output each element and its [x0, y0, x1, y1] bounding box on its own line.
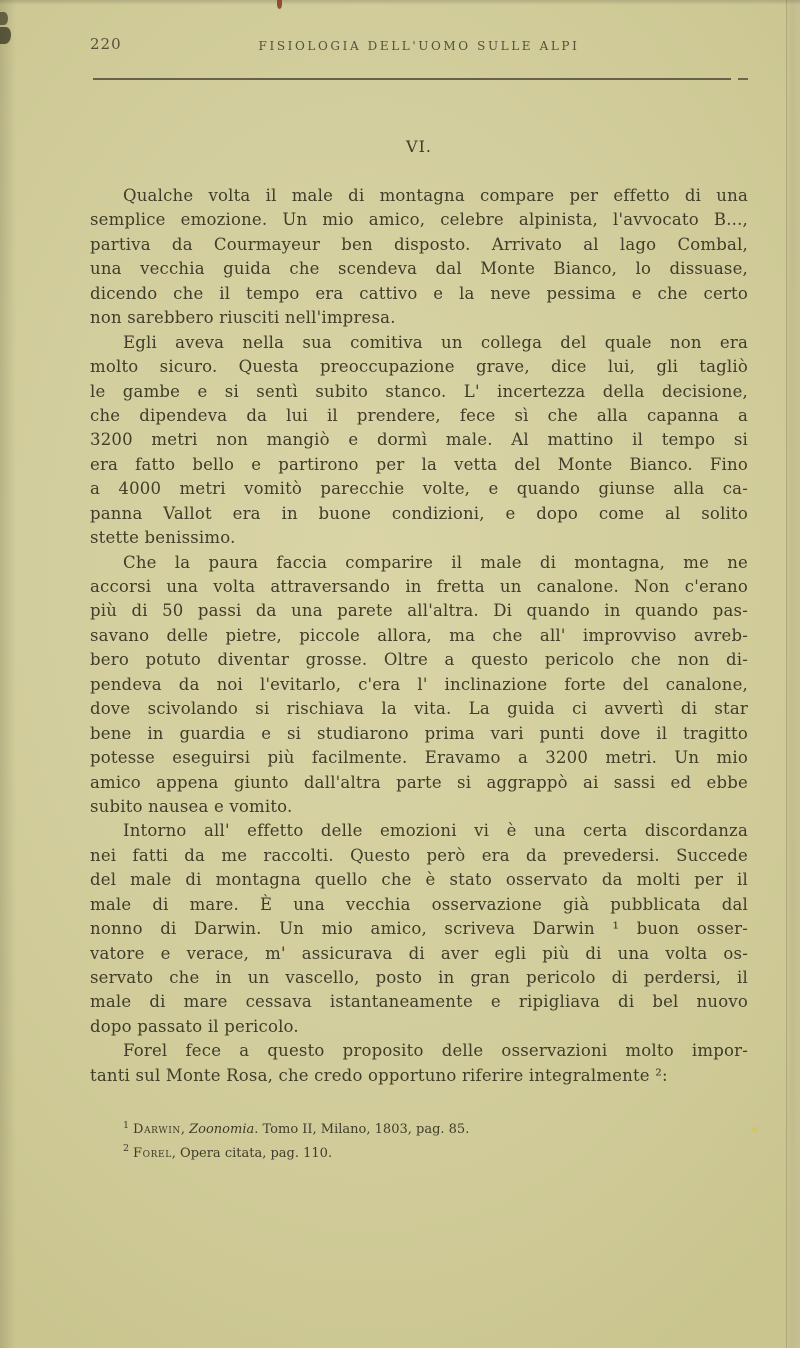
- text-line: dopo passato il pericolo.: [90, 1016, 299, 1036]
- footnote-segment-sup: 1: [123, 1119, 130, 1131]
- paper-spot: [752, 1127, 757, 1132]
- text-line: amico appena giunto dall'altra parte si aggrappò ai sassi ed ebbe: [90, 772, 748, 792]
- text-line: dove scivolando si rischiava la vita. La guida ci avvertì di star: [90, 699, 748, 719]
- left-shadow: [0, 0, 16, 1348]
- footnote-segment-plain: , Opera citata, pag. 110.: [171, 1145, 333, 1161]
- text-line: Intorno all' effetto delle emozioni vi è una certa discordanza: [123, 821, 748, 841]
- text-line: Che la paura faccia comparire il male di montagna, me ne: [123, 552, 748, 572]
- text-line: non sarebbero riusciti nell'impresa.: [90, 308, 396, 328]
- text-line: Forel fece a questo proposito delle osservazioni molto impor-: [123, 1041, 748, 1061]
- header-rule: [93, 78, 731, 80]
- text-line: partiva da Courmayeur ben disposto. Arrivato al lago Combal,: [90, 234, 748, 254]
- text-line: 3200 metri non mangiò e dormì male. Al mattino il tempo si: [90, 430, 748, 450]
- text-line: savano delle pietre, piccole allora, ma che all' improvviso avreb-: [90, 625, 748, 645]
- text-line: una vecchia guida che scendeva dal Monte Bianco, lo dissuase,: [90, 259, 748, 279]
- text-line: più di 50 passi da una parete all'altra. Di quando in quando pas-: [90, 601, 748, 621]
- text-line: molto sicuro. Questa preoccupazione grave, dice lui, gli tagliò: [90, 357, 748, 377]
- text-line: stette benissimo.: [90, 528, 236, 548]
- text-line: male di mare cessava istantaneamente e ripigliava di bel nuovo: [90, 992, 748, 1012]
- footnote-segment-smallcaps: Forel: [133, 1145, 172, 1161]
- text-line: accorsi una volta attraversando in fretta un canalone. Non c'erano: [90, 577, 748, 596]
- running-title: FISIOLOGIA DELL'UOMO SULLE ALPI: [258, 39, 580, 53]
- footnote: [90, 1118, 748, 1142]
- text-line: tanti sul Monte Rosa, che credo opportuno riferire integralmente ²:: [90, 1065, 668, 1085]
- text-line: Egli aveva nella sua comitiva un collega del quale non era: [123, 332, 748, 352]
- text-line: potesse eseguirsi più facilmente. Eravamo a 3200 metri. Un mio: [90, 748, 748, 768]
- text-line: nonno di Darwin. Un mio amico, scriveva Darwin ¹ buon osser-: [90, 919, 748, 939]
- text-line: pendeva da noi l'evitarlo, c'era l' inclinazione forte del canalone,: [90, 674, 748, 694]
- footnote-segment-italic: Zoonomia: [189, 1122, 255, 1137]
- top-shadow: [0, 0, 800, 5]
- text-line: che dipendeva da lui il prendere, fece sì che alla capanna a: [90, 405, 748, 425]
- text-line: servato che in un vascello, posto in gran pericolo di perdersi, il: [90, 968, 748, 987]
- text-line: Qualche volta il male di montagna compare per effetto di una: [123, 186, 748, 205]
- text-line: nei fatti da me raccolti. Questo però era da prevedersi. Succede: [90, 845, 748, 865]
- footnote-segment-smallcaps: Darwin: [133, 1122, 181, 1137]
- text-line: vatore e verace, m' assicurava di aver egli più di una volta os-: [90, 943, 748, 963]
- text-line: male di mare. È una vecchia osservazione già pubblicata dal: [90, 894, 748, 914]
- footnote-segment-plain: . Tomo II, Milano, 1803, pag. 85.: [254, 1122, 470, 1137]
- text-line: subito nausea e vomito.: [90, 796, 293, 816]
- page-number: 220: [90, 35, 122, 53]
- body-text: [90, 184, 748, 1088]
- text-line: bero potuto diventar grosse. Oltre a questo pericolo che non di-: [90, 650, 748, 670]
- header-rule-dash: [738, 78, 748, 80]
- edge-smudge: [0, 12, 8, 25]
- text-line: del male di montagna quello che è stato osservato da molti per il: [90, 870, 748, 890]
- section-heading: VI.: [406, 137, 432, 156]
- footnote-segment-sup: 2: [123, 1143, 130, 1155]
- red-ink-mark: [277, 0, 282, 9]
- text-line: bene in guardia e si studiarono prima vari punti dove il tragitto: [90, 723, 748, 743]
- text-line: dicendo che il tempo era cattivo e la neve pessima e che certo: [90, 283, 748, 303]
- text-line: le gambe e si sentì subito stanco. L' incertezza della decisione,: [90, 381, 748, 401]
- text-line: era fatto bello e partirono per la vetta del Monte Bianco. Fino: [90, 454, 748, 474]
- page-right-edge: [786, 0, 800, 1348]
- footnotes: [90, 1118, 748, 1165]
- text-line: semplice emozione. Un mio amico, celebre alpinista, l'avvocato B...,: [90, 210, 748, 230]
- text-line: panna Vallot era in buone condizioni, e dopo come al solito: [90, 503, 748, 523]
- footnote-segment-plain: ,: [180, 1122, 190, 1137]
- footnote: [90, 1142, 748, 1166]
- text-line: a 4000 metri vomitò parecchie volte, e quando giunse alla ca-: [90, 479, 748, 499]
